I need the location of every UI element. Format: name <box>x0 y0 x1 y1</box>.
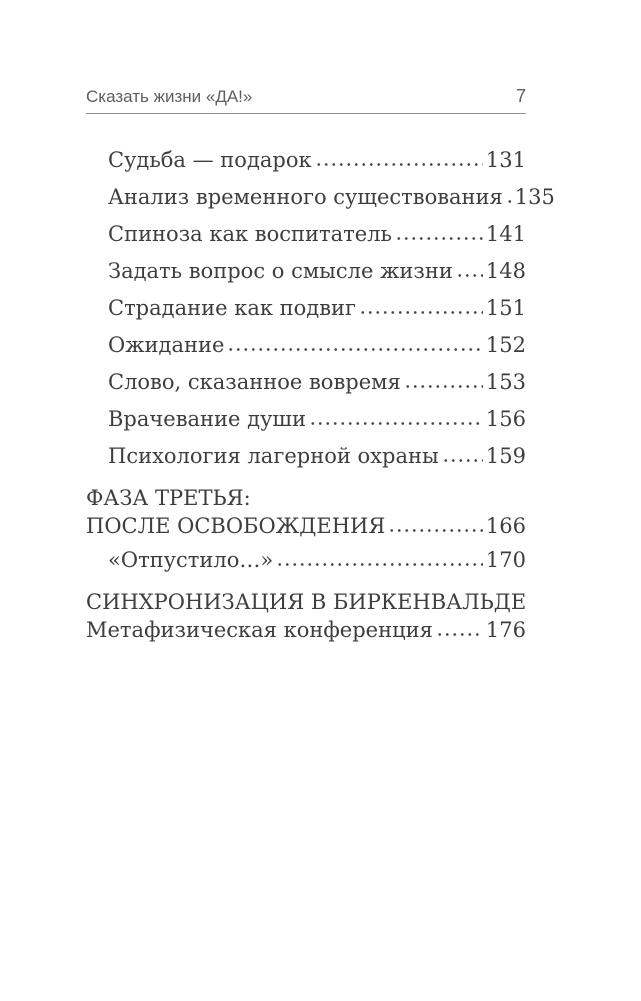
toc-entry-page: 131 <box>485 148 526 172</box>
toc-entry-title: Страдание как подвиг <box>108 296 357 320</box>
toc-entry-row[interactable] <box>86 443 526 469</box>
toc-entry-title: Слово, сказанное вовремя <box>108 370 401 394</box>
toc-entry-row[interactable] <box>86 221 526 247</box>
toc-entry-title: Психология лагерной охраны <box>108 444 439 468</box>
dot-leader <box>395 236 483 241</box>
dot-leader <box>506 199 512 204</box>
toc-entry-page: 148 <box>485 259 526 283</box>
toc-entry-row[interactable] <box>86 369 526 395</box>
dot-leader <box>227 347 483 352</box>
toc-entry-title: ФАЗА ТРЕТЬЯ: <box>86 486 251 510</box>
toc-section-heading-row[interactable] <box>86 616 526 644</box>
toc-entry-row[interactable] <box>86 258 526 284</box>
toc-entry-page: 170 <box>485 548 526 572</box>
toc-entry-page: 166 <box>485 514 526 538</box>
toc-entry-title: Анализ временного существования <box>108 185 503 209</box>
toc-entry-page: 152 <box>485 333 526 357</box>
dot-leader <box>404 384 483 389</box>
toc-entry-row[interactable] <box>86 295 526 321</box>
book-page <box>86 86 555 644</box>
toc-entry-row[interactable] <box>86 547 526 573</box>
toc-entry-row[interactable] <box>86 332 526 358</box>
page-number: 7 <box>515 86 526 106</box>
dot-leader <box>442 458 483 463</box>
dot-leader <box>436 632 483 637</box>
toc-entry-title: «Отпустило…» <box>108 548 274 572</box>
toc-entry-title: Судьба — подарок <box>108 148 312 172</box>
dot-leader <box>388 528 483 533</box>
toc-entry-page: 176 <box>485 618 526 642</box>
table-of-contents <box>86 147 555 644</box>
toc-entry-title: Спиноза как воспитатель <box>108 222 392 246</box>
toc-section-heading-row[interactable] <box>86 588 526 616</box>
toc-entry-page: 141 <box>485 222 526 246</box>
dot-leader <box>276 562 483 567</box>
toc-entry-title: Задать вопрос о смысле жизни <box>108 259 453 283</box>
dot-leader <box>309 421 483 426</box>
toc-entry-title: Ожидание <box>108 333 225 357</box>
toc-entry-page: 156 <box>485 407 526 431</box>
toc-entry-page: 159 <box>485 444 526 468</box>
dot-leader <box>315 162 483 167</box>
running-title: Сказать жизни «ДА!» <box>86 87 253 106</box>
running-header <box>86 86 526 114</box>
toc-entry-page: 135 <box>514 185 555 209</box>
toc-section-heading-row[interactable] <box>86 484 526 512</box>
toc-section-heading-row[interactable] <box>86 512 526 540</box>
toc-entry-title: Врачевание души <box>108 407 306 431</box>
toc-entry-page: 151 <box>485 296 526 320</box>
toc-entry-page: 153 <box>485 370 526 394</box>
toc-entry-title: ПОСЛЕ ОСВОБОЖДЕНИЯ <box>86 514 386 538</box>
toc-entry-row[interactable] <box>86 184 555 210</box>
toc-entry-title: Метафизическая конференция <box>86 618 433 642</box>
dot-leader <box>359 310 483 315</box>
toc-entry-row[interactable] <box>86 147 526 173</box>
dot-leader <box>456 273 483 278</box>
toc-entry-title: СИНХРОНИЗАЦИЯ В БИРКЕНВАЛЬДЕ <box>86 590 527 614</box>
toc-entry-row[interactable] <box>86 406 526 432</box>
